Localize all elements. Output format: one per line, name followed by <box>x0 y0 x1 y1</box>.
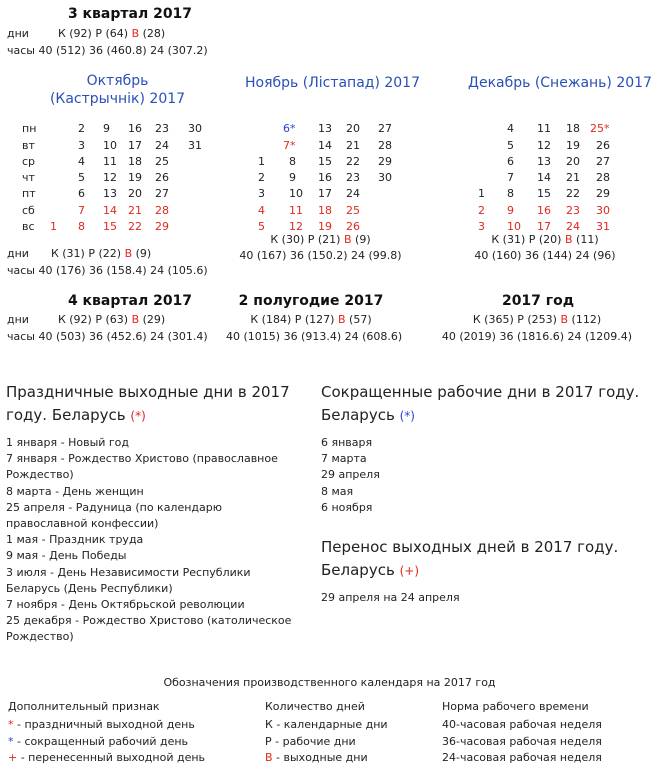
month-title: Декабрь (Снежань) 2017 <box>468 75 652 91</box>
legend-text: - календарные дни <box>276 718 388 731</box>
calendar-day: 28 <box>378 139 392 152</box>
calendar-day: 22 <box>128 220 142 233</box>
calendar-day: 15 <box>537 187 551 200</box>
calendar-day: 15 <box>103 220 117 233</box>
legend-title: Обозначения производственного календаря на 2017 год <box>163 676 496 689</box>
calendar-day: 10 <box>103 139 117 152</box>
month-v: В <box>124 247 133 260</box>
holiday-item: 1 января - Новый год <box>6 436 130 449</box>
q4-v-val: (29) <box>142 313 166 326</box>
month-hours-label: часы <box>7 264 39 277</box>
calendar-day: 24 <box>346 187 360 200</box>
holiday-item: 9 мая - День Победы <box>6 549 127 563</box>
calendar-day: 9 <box>289 171 296 184</box>
calendar-day: 26 <box>596 139 610 152</box>
weekday-label: чт <box>22 171 35 184</box>
month-v: В <box>564 233 573 246</box>
calendar-day: 16 <box>318 171 332 184</box>
month-r: Р (20) <box>528 233 565 246</box>
calendar-day: 12 <box>103 171 117 184</box>
calendar-day: 7 <box>78 204 85 217</box>
calendar-day: 25 <box>155 155 169 168</box>
calendar-day: 25* <box>590 122 610 135</box>
calendar-day: 30 <box>378 171 392 184</box>
month-hours-row <box>228 249 413 262</box>
q4-hours: 40 (503) 36 (452.6) 24 (301.4) <box>38 330 208 343</box>
legend-norm-row: 36-часовая рабочая неделя <box>442 735 602 748</box>
short-days-list <box>321 435 621 516</box>
calendar-day: 14 <box>318 139 332 152</box>
legend-norm-row: 40-часовая рабочая неделя <box>442 718 602 731</box>
q4-k: К (92) <box>57 313 92 326</box>
legend-text: - выходные дни <box>276 751 368 764</box>
calendar-day: 10 <box>507 220 521 233</box>
short-day-item: 6 ноября <box>321 500 373 514</box>
calendar-day: 1 <box>478 187 485 200</box>
calendar-day: 15 <box>318 155 332 168</box>
short-day-item: 7 марта <box>321 452 367 466</box>
calendar-day: 21 <box>346 139 360 152</box>
weekday-label: вс <box>22 220 35 233</box>
q3-hours: 40 (512) 36 (460.8) 24 (307.2) <box>38 44 208 57</box>
q4-hours-label: часы <box>7 330 35 343</box>
q4-v: В <box>131 313 140 326</box>
legend-symbol: * <box>8 718 17 731</box>
month-v-val: (11) <box>572 233 599 246</box>
calendar-day: 29 <box>378 155 392 168</box>
legend-col3-header: Норма рабочего времени <box>442 700 589 713</box>
q3-k: К (92) <box>57 27 92 40</box>
month-days-row <box>7 247 151 260</box>
calendar-day: 19 <box>318 220 332 233</box>
calendar-day: 2 <box>258 171 265 184</box>
calendar-day: 3 <box>258 187 265 200</box>
short-days-marker: (*) <box>399 409 415 423</box>
legend-marker-row <box>8 751 205 764</box>
calendar-day: 16 <box>128 122 142 135</box>
calendar-day: 30 <box>596 204 610 217</box>
calendar-day: 26 <box>155 171 169 184</box>
calendar-day: 27 <box>596 155 610 168</box>
q3-v-val: (28) <box>142 27 166 40</box>
month-days-row <box>445 233 645 246</box>
calendar-day: 24 <box>566 220 580 233</box>
calendar-day: 13 <box>537 155 551 168</box>
calendar-day: 23 <box>346 171 360 184</box>
legend-text: - перенесенный выходной день <box>20 751 206 764</box>
q3-hours-label: часы <box>7 44 35 57</box>
calendar-day: 25 <box>346 204 360 217</box>
half2-k: К (184) <box>250 313 292 326</box>
short-day-item: 8 мая <box>321 484 354 498</box>
transfer-list <box>321 590 621 606</box>
calendar-day: 23 <box>155 122 169 135</box>
calendar-day: 4 <box>258 204 265 217</box>
calendar-day: 21 <box>566 171 580 184</box>
calendar-day: 20 <box>346 122 360 135</box>
month-days-row <box>228 233 413 246</box>
calendar-day: 7 <box>507 171 514 184</box>
calendar-day: 18 <box>566 122 580 135</box>
short-days-heading-text: Сокращенные рабочие дни в 2017 году. Беларусь <box>321 383 640 424</box>
calendar-day: 31 <box>596 220 610 233</box>
short-day-item: 6 января <box>321 436 373 449</box>
calendar-day: 1 <box>50 220 57 233</box>
calendar-day: 13 <box>318 122 332 135</box>
q4-hours-row <box>7 330 208 343</box>
calendar-day: 17 <box>128 139 142 152</box>
legend-norm-row: 24-часовая рабочая неделя <box>442 751 602 764</box>
q3-title: 3 квартал 2017 <box>67 6 193 22</box>
holiday-item: 25 декабря - Рождество Христово (католическое Рождество) <box>6 614 292 644</box>
calendar-day: 11 <box>537 122 551 135</box>
calendar-day: 28 <box>596 171 610 184</box>
month-r: Р (22) <box>88 247 125 260</box>
holidays-list <box>6 435 302 646</box>
calendar-day: 3 <box>478 220 485 233</box>
calendar-day: 10 <box>289 187 303 200</box>
calendar-day: 26 <box>346 220 360 233</box>
month-v: В <box>343 233 352 246</box>
q3-days-row <box>7 27 165 40</box>
legend-count-row <box>265 735 356 748</box>
calendar-day: 17 <box>537 220 551 233</box>
calendar-day: 31 <box>188 139 202 152</box>
transfer-marker: (+) <box>399 564 419 578</box>
month-hours-row <box>7 264 208 277</box>
calendar-day: 18 <box>128 155 142 168</box>
weekday-label: пт <box>22 187 36 200</box>
legend-symbol: Р <box>265 735 276 748</box>
year-title: 2017 год <box>501 293 575 309</box>
calendar-day: 5 <box>78 171 85 184</box>
month-title: Ноябрь (Лістапад) 2017 <box>245 75 420 91</box>
legend-count-row <box>265 718 388 731</box>
legend-col1-header: Дополнительный признак <box>8 700 160 713</box>
q3-days-label: дни <box>7 27 29 40</box>
year-v: В <box>560 313 569 326</box>
holidays-heading <box>6 381 306 428</box>
calendar-day: 14 <box>537 171 551 184</box>
legend-symbol: В <box>265 751 277 764</box>
legend-text: - праздничный выходной день <box>17 718 195 731</box>
q4-title: 4 квартал 2017 <box>67 293 193 309</box>
calendar-day: 29 <box>596 187 610 200</box>
calendar-day: 7* <box>283 139 296 152</box>
legend-symbol: * <box>8 735 17 748</box>
calendar-day: 11 <box>103 155 117 168</box>
month-v-val: (9) <box>351 233 371 246</box>
legend-marker-row <box>8 718 195 731</box>
calendar-day: 19 <box>566 139 580 152</box>
q3-r: Р (64) <box>95 27 129 40</box>
legend-marker-row <box>8 735 188 748</box>
holiday-item: 3 июля - День Независимости Республики Беларусь (День Республики) <box>6 565 251 595</box>
year-r: Р (253) <box>517 313 557 326</box>
calendar-day: 3 <box>78 139 85 152</box>
short-days-heading <box>321 381 641 428</box>
calendar-day: 17 <box>318 187 332 200</box>
weekday-label: ср <box>22 155 36 168</box>
year-days-row <box>430 313 644 326</box>
calendar-day: 14 <box>103 204 117 217</box>
calendar-day: 24 <box>155 139 169 152</box>
month-days-label: дни <box>7 247 29 260</box>
month-hours: 40 (176) 36 (158.4) 24 (105.6) <box>38 264 208 277</box>
half2-v-val: (57) <box>349 313 372 326</box>
month-k: К (30) <box>270 233 308 246</box>
transfer-item: 29 апреля на 24 апреля <box>321 591 460 604</box>
half2-r: Р (127) <box>294 313 335 326</box>
calendar-day: 8 <box>289 155 296 168</box>
calendar-day: 22 <box>346 155 360 168</box>
calendar-day: 9 <box>103 122 110 135</box>
legend-count-row <box>265 751 368 764</box>
holiday-item: 1 мая - Праздник труда <box>6 533 144 547</box>
legend-symbol: + <box>8 751 21 764</box>
year-k: К (365) <box>472 313 514 326</box>
legend-symbol: К <box>265 718 277 731</box>
calendar-day: 1 <box>258 155 265 168</box>
calendar-day: 27 <box>155 187 169 200</box>
calendar-day: 27 <box>378 122 392 135</box>
short-day-item: 29 апреля <box>321 468 380 482</box>
calendar-day: 12 <box>289 220 303 233</box>
calendar-day: 9 <box>507 204 514 217</box>
month-hours: 40 (167) 36 (150.2) 24 (99.8) <box>239 249 402 262</box>
half2-title: 2 полугодие 2017 <box>238 293 384 309</box>
calendar-day: 8 <box>507 187 514 200</box>
calendar-day: 8 <box>78 220 85 233</box>
calendar-day: 23 <box>566 204 580 217</box>
holiday-item: 7 января - Рождество Христово (православное Рождество) <box>6 452 278 482</box>
year-hours-row: 40 (2019) 36 (1816.6) 24 (1209.4) <box>441 330 633 343</box>
calendar-day: 11 <box>289 204 303 217</box>
calendar-day: 19 <box>128 171 142 184</box>
month-k: К (31) <box>50 247 89 260</box>
month-k: К (31) <box>491 233 529 246</box>
month-v-val: (9) <box>132 247 152 260</box>
calendar-day: 20 <box>566 155 580 168</box>
month-title: Октябрь (Кастрычнік) 2017 <box>49 73 186 107</box>
calendar-day: 6 <box>78 187 85 200</box>
q4-r: Р (63) <box>95 313 129 326</box>
half2-days-row <box>226 313 396 326</box>
half2-hours-row: 40 (1015) 36 (913.4) 24 (608.6) <box>226 330 403 343</box>
holiday-item: 25 апреля - Радуница (по календарю православной конфессии) <box>6 500 223 531</box>
holidays-heading-text: Праздничные выходные дни в 2017 году. Беларусь <box>6 383 290 424</box>
transfer-heading-text: Перенос выходных дней в 2017 году. Беларусь <box>321 538 619 579</box>
calendar-day: 4 <box>507 122 514 135</box>
legend-text: - сокращенный рабочий день <box>17 735 189 748</box>
calendar-day: 30 <box>188 122 202 135</box>
year-v-val: (112) <box>571 313 602 326</box>
weekday-label: сб <box>22 204 35 217</box>
holidays-marker: (*) <box>130 409 146 423</box>
month-hours: 40 (160) 36 (144) 24 (96) <box>474 249 616 262</box>
calendar-day: 29 <box>155 220 169 233</box>
weekday-label: пн <box>22 122 37 135</box>
q4-days-label: дни <box>7 313 29 326</box>
calendar-day: 20 <box>128 187 142 200</box>
calendar-day: 2 <box>478 204 485 217</box>
q3-hours-row <box>7 44 208 57</box>
month-r: Р (21) <box>307 233 344 246</box>
calendar-day: 13 <box>103 187 117 200</box>
q3-v: В <box>131 27 140 40</box>
calendar-day: 28 <box>155 204 169 217</box>
half2-v: В <box>337 313 346 326</box>
calendar-day: 5 <box>507 139 514 152</box>
calendar-day: 5 <box>258 220 265 233</box>
calendar-day: 21 <box>128 204 142 217</box>
holiday-item: 7 ноября - День Октябрьской революции <box>6 598 245 612</box>
weekday-label: вт <box>22 139 35 152</box>
calendar-day: 18 <box>318 204 332 217</box>
legend-text: - рабочие дни <box>275 735 356 748</box>
calendar-day: 6 <box>507 155 514 168</box>
calendar-day: 16 <box>537 204 551 217</box>
calendar-day: 22 <box>566 187 580 200</box>
legend-col2-header: Количество дней <box>265 700 365 713</box>
calendar-day: 2 <box>78 122 85 135</box>
month-hours-row <box>445 249 645 262</box>
calendar-day: 12 <box>537 139 551 152</box>
holiday-item: 8 марта - День женщин <box>6 484 144 498</box>
q4-days-row <box>7 313 165 326</box>
calendar-day: 4 <box>78 155 85 168</box>
transfer-heading <box>321 536 651 583</box>
calendar-day: 6* <box>283 122 296 135</box>
